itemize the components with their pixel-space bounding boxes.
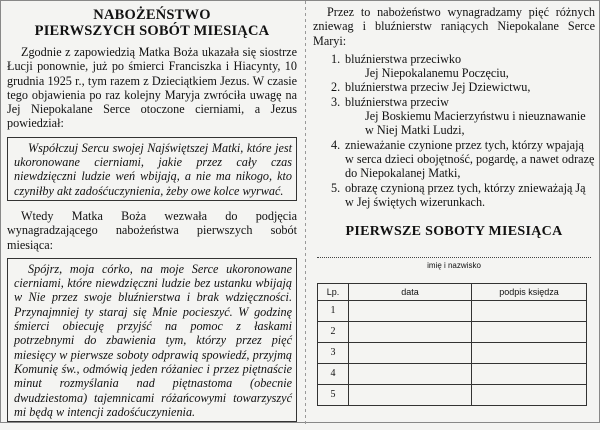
signature-table [317, 283, 587, 406]
table-row [318, 343, 587, 364]
table-row [318, 322, 587, 343]
table-row [318, 301, 587, 322]
fold-line [305, 1, 306, 424]
row-number: 4 [318, 364, 349, 385]
signature-cell[interactable] [472, 364, 587, 385]
mary-quote: Spójrz, moja córko, na moje Serce ukoronowane cierniami, które niewdzięczni ludzie bez ustanku wbijają w Nie przez swoje bluźnierstwa i brak wdzięczności. Przynajmniej ty staraj się Mnie pocieszyć. W godzinę śmierci obiecuję przyjść na pomoc z łaskami potrzebnymi do zbawienia tym, którzy przez pięć miesięcy w pierwsze soboty odprawią spowiedź, przyjmą Komunię św., odmówią jeden różaniec i przez piętnaście minut rozmyślania nad piętnastoma (obecnie dwudziestoma) tajemnicami różańcowymi towarzyszyć mi będą w intencji zadośćuczynienia. [14, 261, 292, 419]
jesus-quote-box [7, 137, 297, 201]
right-column [313, 5, 595, 406]
date-cell[interactable] [349, 385, 472, 406]
header-signature: podpis księdza [472, 283, 587, 300]
list-item: 3. bluźnierstwa przeciw Jej Boskiemu Macierzyństwu i nieuznawanie w Niej Matki Ludzi, [331, 94, 586, 138]
offenses-list [313, 52, 595, 209]
main-title [7, 7, 297, 39]
signature-cell[interactable] [472, 343, 587, 364]
mary-quote-box [7, 258, 297, 422]
date-cell[interactable] [349, 343, 472, 364]
intro-paragraph: Zgodnie z zapowiedzią Matka Boża ukazała się siostrze Łucji ponownie, już po śmierci Franciszka i Hiacynty, 10 grudnia 1925 r., tym razem z Dzieciątkiem Jezus. W czasie tego objawienia po raz kolejny Maryja zwróciła uwagę na Jej Niepokalane Serce otoczone cierniami, a Jezus powiedział: [7, 45, 297, 131]
row-number: 1 [318, 301, 349, 322]
list-item: 1. bluźnierstwa przeciwko Jej Niepokalanemu Poczęciu, [331, 51, 509, 81]
signature-cell[interactable] [472, 301, 587, 322]
header-lp: Lp. [318, 283, 349, 300]
date-cell[interactable] [349, 301, 472, 322]
date-cell[interactable] [349, 322, 472, 343]
row-number: 3 [318, 343, 349, 364]
list-item: 5. obrazę czynioną przez tych, którzy znieważają Ją w Jej świętych wizerunkach. [331, 180, 586, 209]
title-line-1: NABOŻEŃSTWO [93, 7, 211, 23]
table-header-row [318, 283, 587, 300]
row-number: 2 [318, 322, 349, 343]
jesus-quote: Współczuj Sercu swojej Najświętszej Matki, które jest ukoronowane cierniami, jakie przez cały czas niewdzięczni ludzie weń wbijają, a nie ma nikogo, kto czyniłby akt zadośćuczynienia, żeby owe kolce wyrwać. [14, 140, 292, 198]
saturdays-heading: PIERWSZE SOBOTY MIESIĄCA [345, 224, 563, 240]
signature-cell[interactable] [472, 385, 587, 406]
date-cell[interactable] [349, 364, 472, 385]
list-item: 4. znieważanie czynione przez tych, którzy wpajają w serca dzieci obojętność, pogardę, a nawet odrazę do Niepokalanej Matki, [331, 137, 595, 181]
call-paragraph: Wtedy Matka Boża wezwała do podjęcia wynagradzającego nabożeństwa pierwszych sobót miesiąca: [7, 208, 297, 252]
list-item: 2. bluźnierstwa przeciw Jej Dziewictwu, [331, 80, 531, 95]
row-number: 5 [318, 385, 349, 406]
signature-cell[interactable] [472, 322, 587, 343]
table-row [318, 385, 587, 406]
table-row [318, 364, 587, 385]
title-line-2: PIERWSZYCH SOBÓT MIESIĄCA [34, 23, 270, 39]
name-field-label: imię i nazwisko [317, 257, 591, 273]
header-date: data [349, 283, 472, 300]
offenses-intro: Przez to nabożeństwo wynagradzamy pięć różnych zniewag i bluźnierstw raniących Niepokalane Serce Maryi: [313, 5, 595, 48]
left-column [7, 7, 297, 430]
